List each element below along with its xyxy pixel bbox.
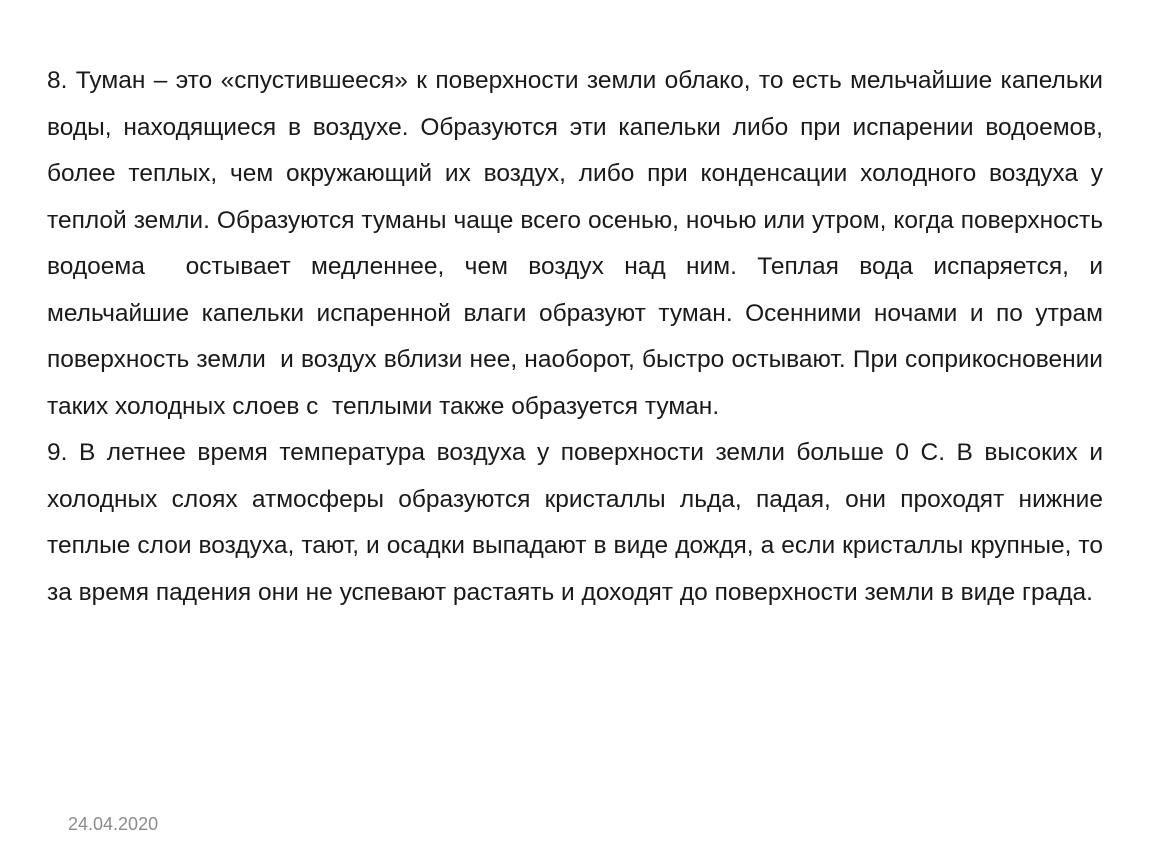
slide-body — [47, 58, 1117, 616]
paragraph-hail: 9. В летнее время температура воздуха у поверхности земли больше 0 С. В высоких и холодных слоях атмосферы образуются кристаллы льда, падая, они проходят нижние теплые слои воздуха, тают, и осадки выпадают в виде дождя, а если кристаллы крупные, то за время падения они не успевают растаять и доходят до поверхности земли в виде града. — [47, 439, 1110, 606]
paragraph-fog: 8. Туман – это «спустившееся» к поверхности земли облако, то есть мельчайшие капельки воды, находящиеся в воздухе. Образуются эти капельки либо при испарении водоемов, более теплых, чем окружающий их воздух, либо при конденсации холодного воздуха у теплой земли. Образуются туманы чаще всего осенью, ночью или утром, когда поверхность водоема остывает медленнее, чем воздух над ним. Теплая вода испаряется, и мельчайшие капельки испаренной влаги образуют туман. Осенними ночами и по утрам поверхность земли и воздух вблизи нее, наоборот, быстро остывают. При соприкосновении таких холодных слоев с теплыми также образуется туман. — [47, 67, 1117, 420]
slide-date: 24.04.2020 — [68, 814, 159, 834]
